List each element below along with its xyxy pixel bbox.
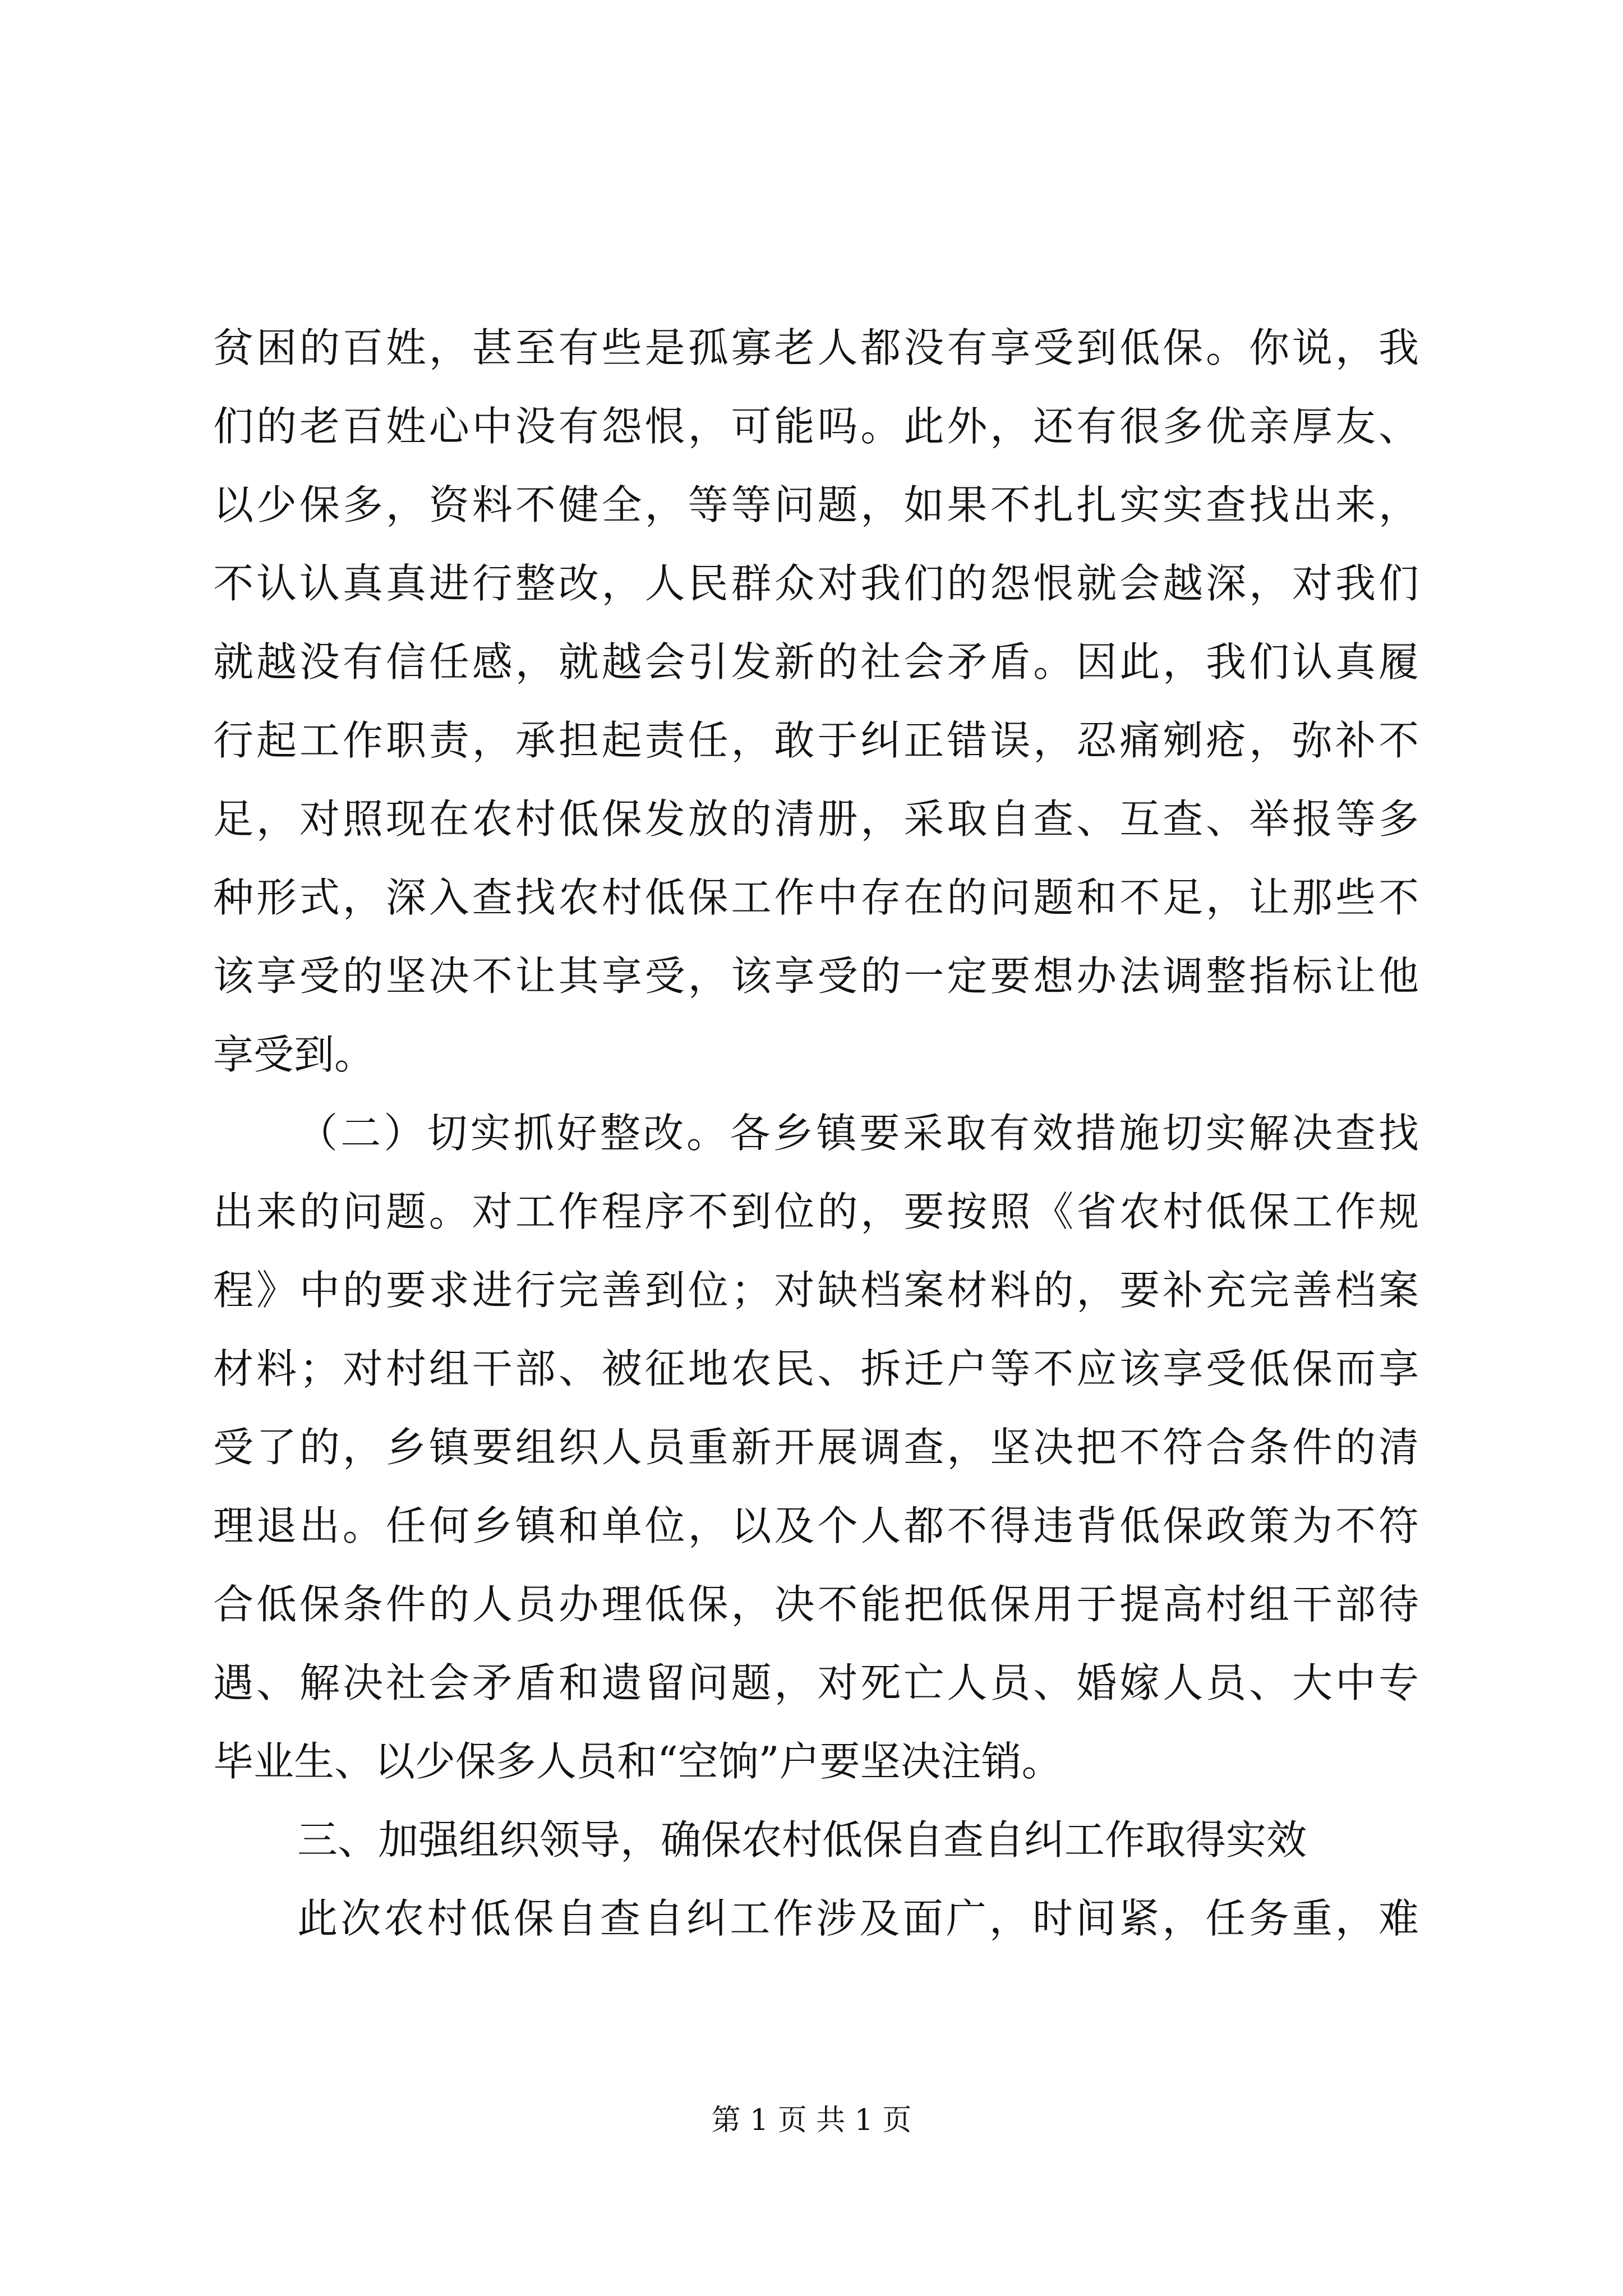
text-line: 们的老百姓心中没有怨恨，可能吗。此外，还有很多优亲厚友、: [213, 403, 1419, 450]
text-line: 合低保条件的人员办理低保，决不能把低保用于提高村组干部待: [213, 1581, 1419, 1628]
text-line: 受了的，乡镇要组织人员重新开展调查，坚决把不符合条件的清: [213, 1424, 1419, 1471]
section-heading: 三、加强组织领导，确保农村低保自查自纠工作取得实效: [297, 1816, 1307, 1864]
text-line: 就越没有信任感，就越会引发新的社会矛盾。因此，我们认真履: [213, 638, 1419, 685]
text-line: 以少保多，资料不健全，等等问题，如果不扎扎实实查找出来，: [213, 481, 1419, 528]
text-line: 行起工作职责，承担起责任，敢于纠正错误，忍痛剜疮，弥补不: [213, 717, 1419, 764]
text-line: 享受到。: [213, 1031, 375, 1078]
text-line: 理退出。任何乡镇和单位，以及个人都不得违背低保政策为不符: [213, 1502, 1419, 1549]
text-line: 该享受的坚决不让其享受，该享受的一定要想办法调整指标让他: [213, 953, 1419, 1000]
text-line: 程》中的要求进行完善到位；对缺档案材料的，要补充完善档案: [213, 1267, 1419, 1314]
text-line: 材料；对村组干部、被征地农民、拆迁户等不应该享受低保而享: [213, 1345, 1419, 1392]
page-footer: 第 1 页 共 1 页: [711, 2104, 912, 2137]
text-line: 毕业生、以少保多人员和“空饷”户要坚决注销。: [213, 1738, 1062, 1785]
text-line: 贫困的百姓，甚至有些是孤寡老人都没有享受到低保。你说，我: [213, 324, 1419, 371]
text-line: 种形式，深入查找农村低保工作中存在的问题和不足，让那些不: [213, 874, 1419, 921]
text-line: 此次农村低保自查自纠工作涉及面广，时间紧，任务重，难: [297, 1895, 1419, 1942]
text-line: 出来的问题。对工作程序不到位的，要按照《省农村低保工作规: [213, 1188, 1419, 1235]
text-line: （二）切实抓好整改。各乡镇要采取有效措施切实解决查找: [297, 1110, 1419, 1157]
text-line: 不认认真真进行整改，人民群众对我们的怨恨就会越深，对我们: [213, 560, 1419, 607]
text-line: 遇、解决社会矛盾和遗留问题，对死亡人员、婚嫁人员、大中专: [213, 1659, 1419, 1706]
text-line: 足，对照现在农村低保发放的清册，采取自查、互查、举报等多: [213, 795, 1419, 843]
